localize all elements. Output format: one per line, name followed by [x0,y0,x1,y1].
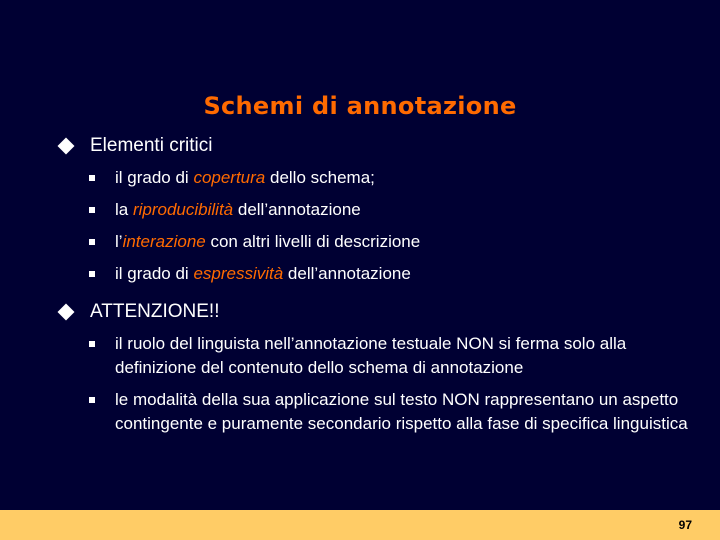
page-number: 97 [678,518,692,532]
square-bullet-icon [89,271,95,277]
section-elementi-critici [56,134,690,294]
text-plain: la [115,200,133,219]
list-item-text [115,262,690,286]
text-plain: il grado di [115,168,194,187]
square-bullet-icon [89,341,95,347]
square-bullet-icon [89,207,95,213]
list-item [87,166,690,190]
text-plain: l’ [115,232,123,251]
sub-list [87,166,690,286]
section-heading: ATTENZIONE!! [90,301,220,322]
text-highlight: espressività [193,264,284,283]
slide-title: Schemi di annotazione [203,92,517,120]
sub-list [87,332,690,436]
text-plain: dello schema; [265,168,375,187]
list-item [87,332,690,380]
text-highlight: copertura [193,168,266,187]
text-highlight: interazione [122,232,206,251]
list-item-text [115,198,690,222]
list-item-text [115,230,690,254]
list-item-text: le modalità della sua applicazione sul testo NON rappresentano un aspetto contingente e puramente secondario rispetto alla fase di specifica linguistica [115,390,688,433]
list-item-text: il ruolo del linguista nell’annotazione testuale NON si ferma solo alla definizione del contenuto dello schema di annotazione [115,334,627,377]
list-item [87,388,690,436]
text-plain: dell’annotazione [233,200,361,219]
square-bullet-icon [89,397,95,403]
text-plain: dell’annotazione [283,264,411,283]
text-plain: il grado di [115,264,194,283]
square-bullet-icon [89,175,95,181]
text-highlight: riproducibilità [132,200,234,219]
section-heading-row [56,134,690,158]
footer-bar [0,510,720,540]
section-attenzione [56,300,690,444]
diamond-bullet-icon [58,138,75,155]
square-bullet-icon [89,239,95,245]
diamond-bullet-icon [58,304,75,321]
list-item [87,230,690,254]
list-item-text [115,166,690,190]
section-heading: Elementi critici [90,135,213,156]
list-item [87,262,690,286]
list-item [87,198,690,222]
text-plain: con altri livelli di descrizione [205,232,421,251]
section-heading-row [56,300,690,324]
